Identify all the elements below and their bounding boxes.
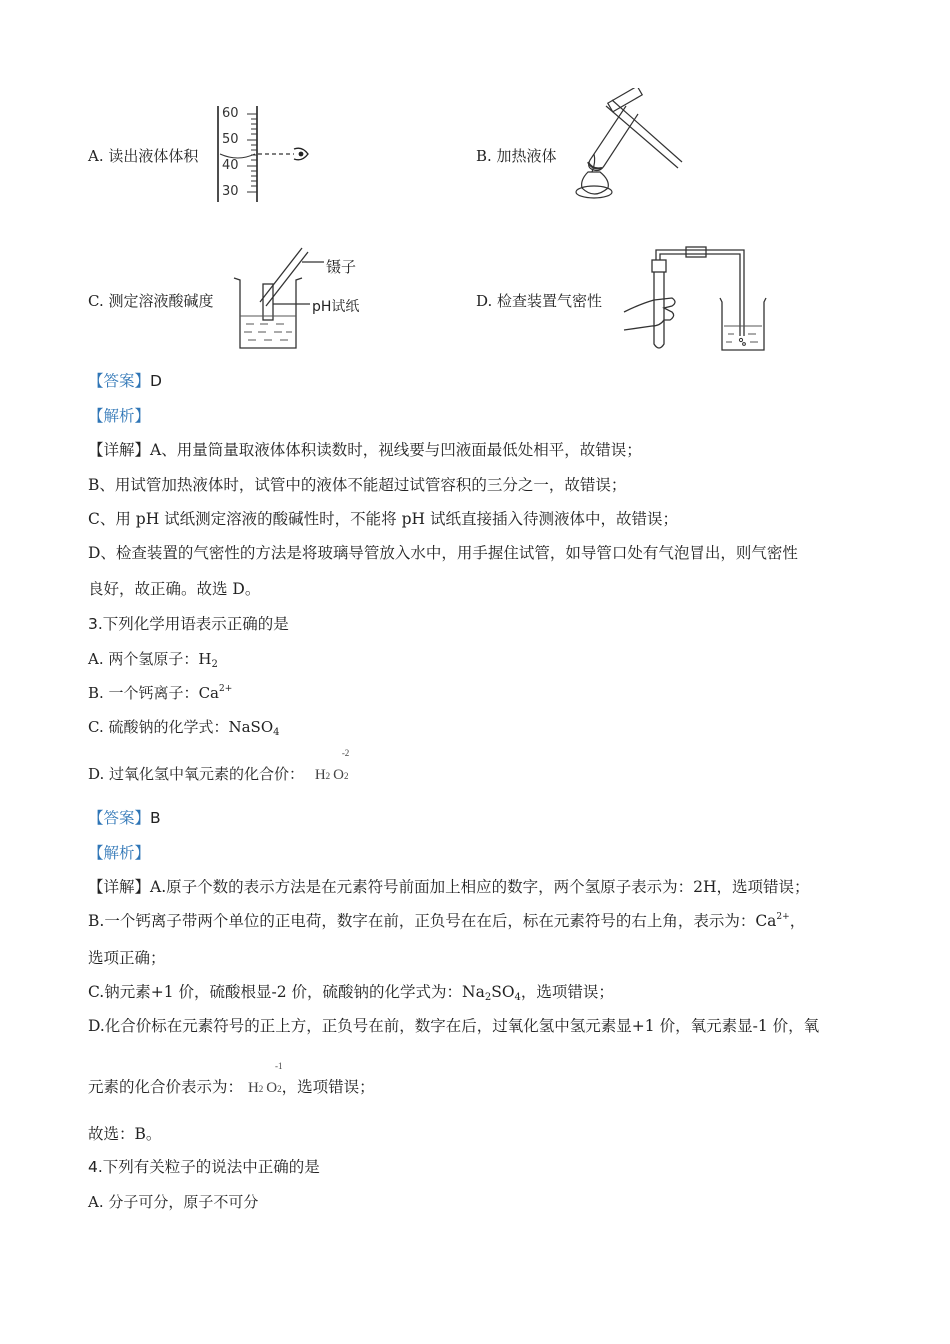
q3-detail-line-6 [88, 1061, 375, 1097]
answer-bracket: 【答案】 [88, 372, 151, 390]
formula-o: O [333, 767, 344, 783]
q3-analysis-heading: 【解析】 [88, 844, 151, 862]
formula-sub-h: 2 [258, 1084, 264, 1094]
q2-option-b: B. 加热液体 [476, 147, 557, 165]
superscript: 2+ [776, 912, 790, 922]
q3-stem [88, 615, 289, 634]
question-number: 3. [88, 615, 103, 633]
airtightness-check-figure [620, 240, 770, 354]
q3-detail-line-4 [88, 983, 614, 1004]
q2-option-c: C. 测定溶液酸碱度 [88, 292, 214, 310]
answer-bracket: 【答案】 [88, 809, 151, 827]
detail-text: 元素的化合价表示为： [88, 1078, 244, 1096]
formula: H [198, 650, 212, 668]
ph-paper-label: pH试纸 [312, 299, 360, 315]
formula-o: O [266, 1080, 278, 1096]
cylinder-tick-60: 60 [222, 106, 239, 121]
subscript: 2 [484, 992, 492, 1003]
subscript: 2 [211, 659, 218, 670]
detail-text: C.钠元素+1 价，硫酸根显-2 价，硫酸钠的化学式为：Na [88, 983, 485, 1001]
q2-option-d: D. 检查装置气密性 [476, 292, 603, 310]
q2-detail-line-2: B、用试管加热液体时，试管中的液体不能超过试管容积的三分之一，故错误； [88, 476, 627, 494]
q3-detail-line-2 [88, 912, 805, 931]
answer-value: B [150, 809, 161, 827]
q2-detail-line-4: D、检查装置的气密性的方法是将玻璃导管放入水中，用手握住试管，如导管口处有气泡冒出，则气密性 [88, 544, 798, 562]
subscript: 4 [273, 727, 280, 738]
q2-detail-line-1: 【详解】A、用量筒量取液体体积读数时，视线要与凹液面最低处相平，故错误； [88, 441, 642, 459]
valence-mark: -1 [274, 1061, 283, 1071]
option-text: C. 硫酸钠的化学式： [88, 718, 229, 736]
valence-formula [247, 1061, 283, 1097]
q3-option-b [88, 684, 232, 702]
q2-detail-line-3: C、用 pH 试纸测定溶液的酸碱性时，不能将 pH 试纸直接插入待测液体中，故错误； [88, 510, 678, 528]
valence-mark: -2 [341, 748, 350, 758]
detail-text: ，选项错误； [281, 1078, 375, 1096]
q3-detail-line-7: 故选：B。 [88, 1125, 162, 1143]
tweezers-label: 镊子 [326, 258, 357, 276]
formula: NaSO [228, 718, 274, 736]
q2-analysis-heading: 【解析】 [88, 407, 151, 425]
formula-sub-o: 2 [277, 1084, 282, 1094]
option-text: D. 过氧化氢中氧元素的化合价： [88, 765, 305, 783]
answer-value: D [150, 372, 162, 390]
formula-sub-o: 2 [344, 771, 349, 781]
formula-sub-h: 2 [325, 771, 331, 781]
option-text: A. 两个氢原子： [88, 650, 199, 668]
subscript: 4 [514, 992, 521, 1003]
option-text: B. 一个钙离子： [88, 684, 199, 702]
q4-option-a: A. 分子可分，原子不可分 [88, 1193, 259, 1211]
q3-detail-line-5: D.化合价标在元素符号的正上方，正负号在前，数字在后，过氧化氢中氢元素显+1 价，氧元素显-1 价，氧 [88, 1017, 820, 1035]
q3-option-a [88, 650, 218, 671]
q3-detail-line-1: 【详解】A.原子个数的表示方法是在元素符号前面加上相应的数字，两个氢原子表示为：2H，选项错误； [88, 878, 810, 896]
formula-h: H [247, 1080, 259, 1096]
q4-stem [88, 1158, 320, 1177]
cylinder-tick-30: 30 [222, 184, 239, 199]
detail-text: ，选项错误； [520, 983, 614, 1001]
q3-answer [88, 809, 161, 828]
heating-liquid-figure [566, 88, 686, 206]
question-text: 下列化学用语表示正确的是 [102, 615, 289, 633]
q3-option-c [88, 718, 280, 739]
detail-text: B.一个钙离子带两个单位的正电荷，数字在前，正负号在在后，标在元素符号的右上角，表示为：Ca [88, 912, 777, 930]
cylinder-tick-50: 50 [222, 132, 239, 147]
q2-answer [88, 372, 162, 391]
q3-option-d [88, 748, 350, 784]
q3-detail-line-3: 选项正确； [88, 949, 166, 967]
superscript: 2+ [218, 684, 233, 694]
q2-option-a: A. 读出液体体积 [88, 147, 199, 165]
valence-formula [314, 748, 350, 784]
cylinder-tick-40: 40 [222, 158, 239, 173]
detail-text: SO [491, 983, 515, 1001]
question-text: 下列有关粒子的说法中正确的是 [102, 1158, 320, 1176]
question-number: 4. [88, 1158, 103, 1176]
formula-h: H [314, 767, 326, 783]
formula: Ca [198, 684, 219, 702]
q2-detail-line-5: 良好，故正确。故选 D。 [88, 580, 261, 598]
detail-text: ， [789, 912, 806, 930]
